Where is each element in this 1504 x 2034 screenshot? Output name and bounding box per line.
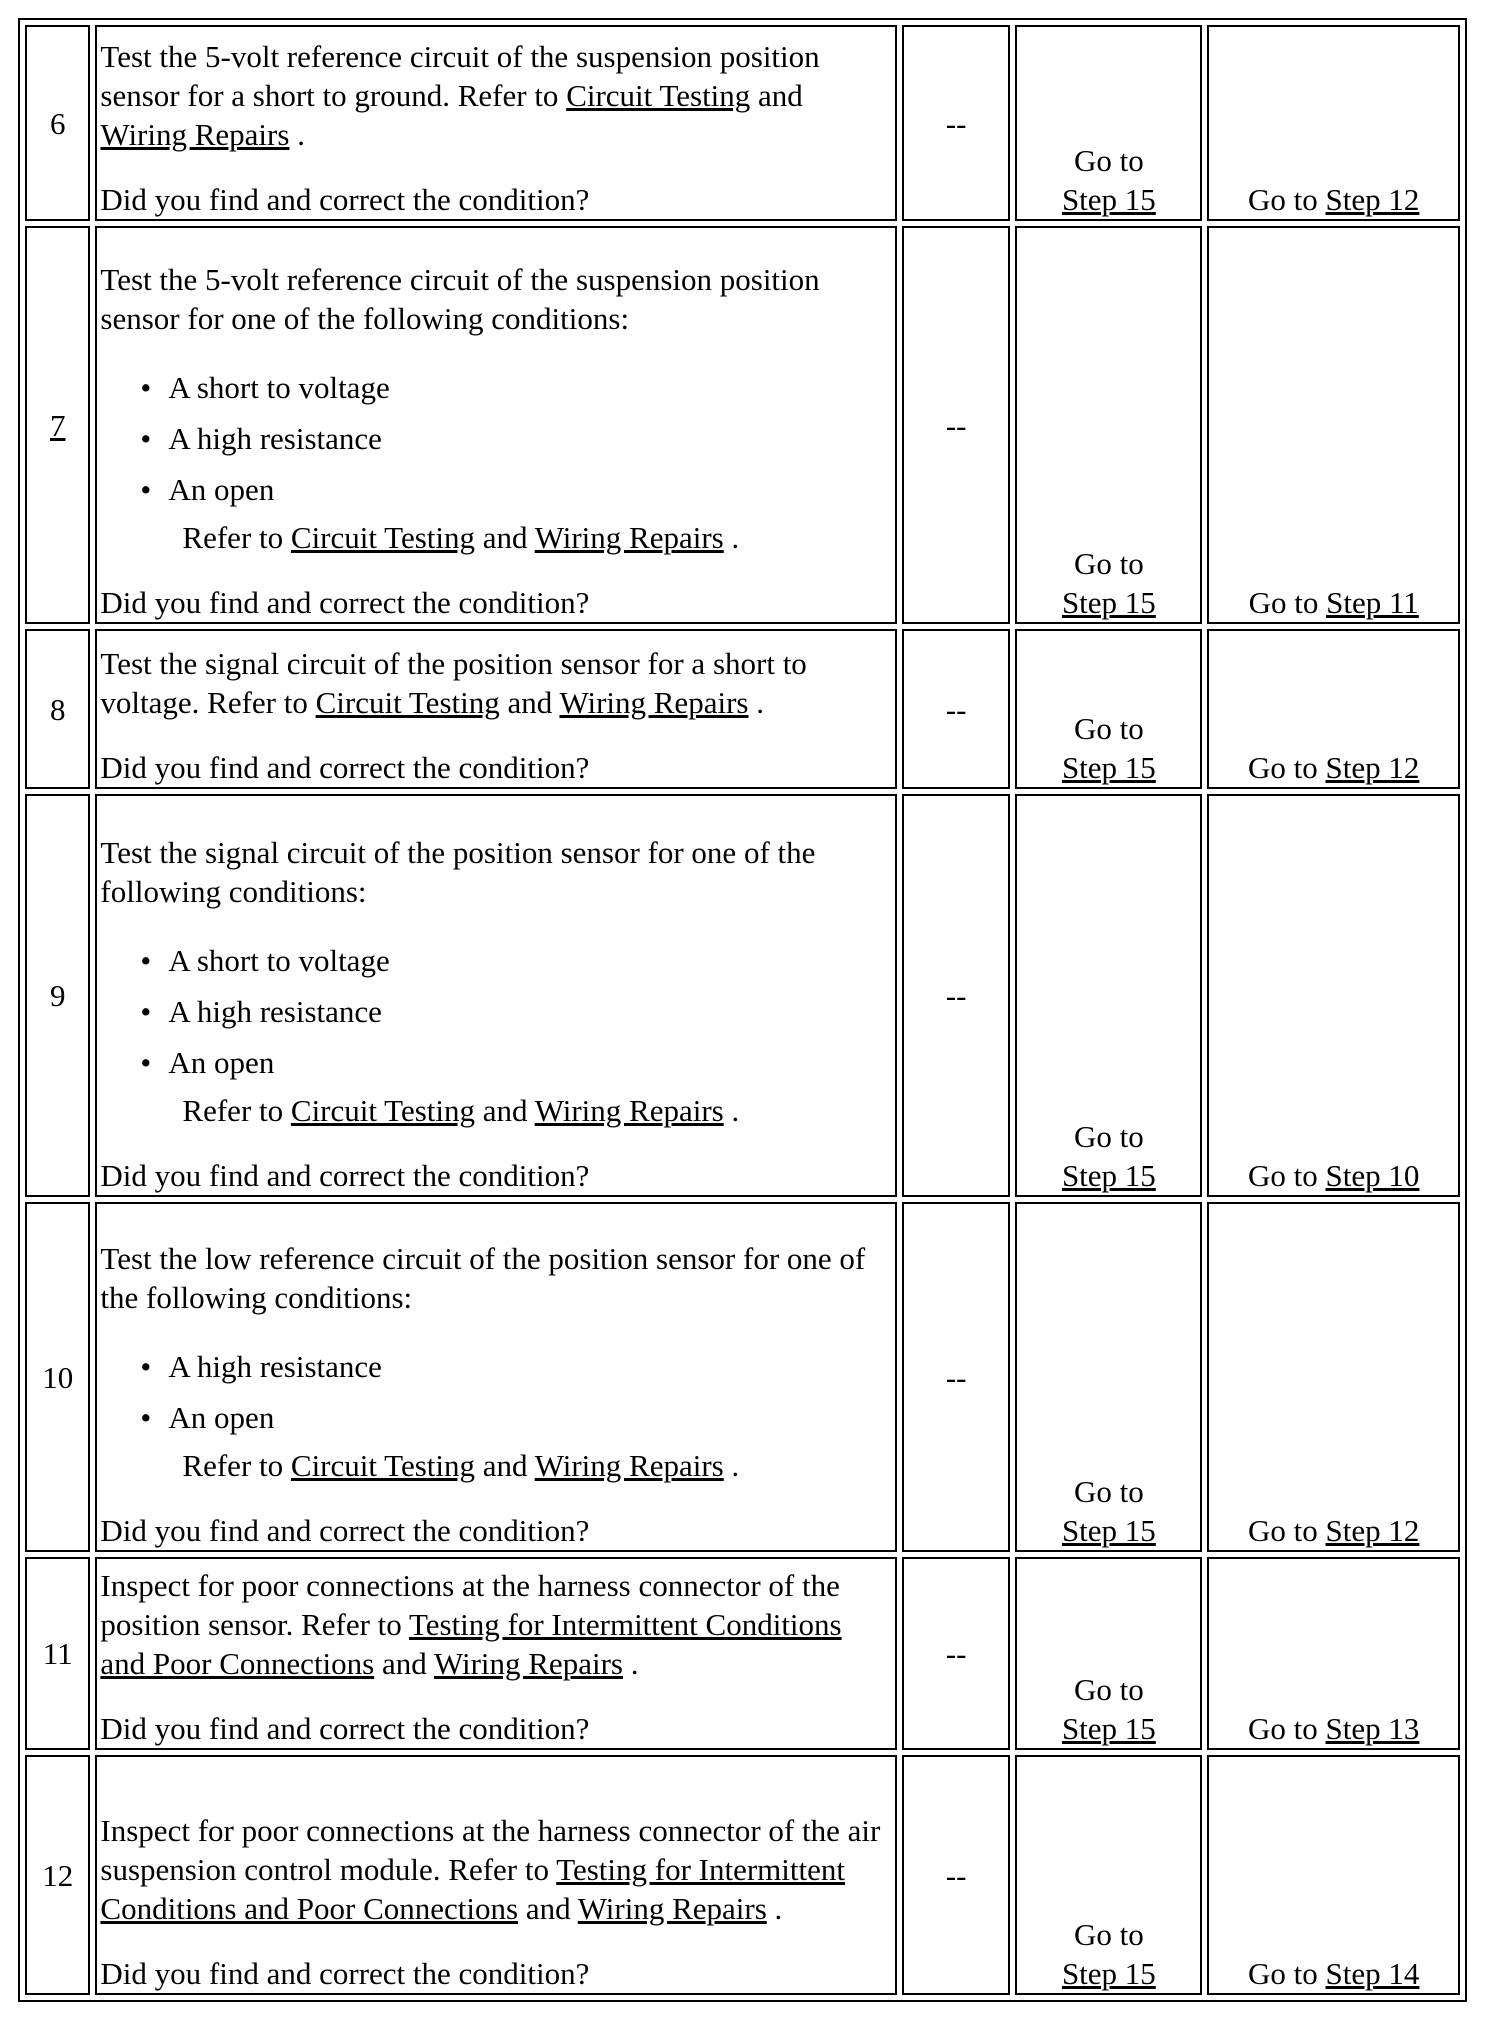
value-text: -- <box>945 691 967 727</box>
value-text: -- <box>945 1359 967 1395</box>
condition-item: • An open <box>168 1398 892 1437</box>
diagnostic-steps-table <box>18 18 1467 2002</box>
reference-link[interactable]: Wiring Repairs <box>577 1891 767 1926</box>
action-intro: Test the signal circuit of the position sensor for one of the following conditions: <box>100 835 816 909</box>
action-text: . <box>723 1448 740 1483</box>
step-number-cell <box>25 1202 90 1552</box>
action-cell <box>95 1557 897 1750</box>
action-text: and <box>475 1093 535 1128</box>
no-prefix: Go to <box>1248 750 1326 785</box>
value-cell <box>902 1557 1010 1750</box>
value-cell <box>902 25 1010 221</box>
step-number-cell <box>25 629 90 789</box>
yes-cell <box>1015 1557 1202 1750</box>
step-row <box>25 1202 1460 1552</box>
reference-link[interactable]: Wiring Repairs <box>100 117 290 152</box>
no-cell <box>1207 226 1460 624</box>
reference-link[interactable]: Wiring Repairs <box>433 1646 623 1681</box>
action-question: Did you find and correct the condition? <box>100 585 590 620</box>
value-text: -- <box>945 407 967 443</box>
action-text: and <box>374 1646 434 1681</box>
no-cell <box>1207 1202 1460 1552</box>
action-paragraph <box>100 37 892 154</box>
step-number: 6 <box>49 105 66 141</box>
action-paragraph <box>100 1811 892 1928</box>
no-prefix: Go to <box>1248 182 1326 217</box>
action-text: Inspect for poor connections at the harness connector of the position sensor. Refer to <box>100 1568 840 1642</box>
action-question: Did you find and correct the condition? <box>100 182 590 217</box>
value-text: -- <box>945 1636 967 1671</box>
action-text: and <box>518 1891 578 1926</box>
action-text: . <box>723 1093 740 1128</box>
step-row <box>25 226 1460 624</box>
action-text: Refer to <box>182 520 291 555</box>
action-cell <box>95 25 897 221</box>
reference-link[interactable]: Circuit Testing <box>290 520 475 555</box>
no-prefix: Go to <box>1248 1711 1326 1746</box>
value-cell <box>902 794 1010 1197</box>
action-question: Did you find and correct the condition? <box>100 1956 590 1991</box>
yes-prefix: Go to <box>1074 143 1144 178</box>
yes-step-link[interactable]: Step 15 <box>1061 1513 1156 1548</box>
step-row <box>25 1557 1460 1750</box>
step-number-cell <box>25 226 90 624</box>
yes-step-link[interactable]: Step 15 <box>1061 1711 1156 1746</box>
action-question: Did you find and correct the condition? <box>100 1513 590 1548</box>
action-intro: Test the 5-volt reference circuit of the suspension position sensor for one of the following conditions: <box>100 262 820 336</box>
yes-cell <box>1015 226 1202 624</box>
condition-item: • An open <box>168 470 892 509</box>
no-prefix: Go to <box>1248 585 1327 620</box>
action-text: and <box>475 1448 535 1483</box>
value-cell <box>902 1202 1010 1552</box>
condition-item: • A high resistance <box>168 419 892 458</box>
reference-link[interactable]: Testing for Intermittent Conditions and Poor Connections <box>100 1852 845 1926</box>
action-cell <box>95 1202 897 1552</box>
value-text: -- <box>945 978 967 1013</box>
yes-cell <box>1015 794 1202 1197</box>
yes-prefix: Go to <box>1074 711 1144 746</box>
refer-line <box>100 1446 892 1485</box>
action-intro: Test the low reference circuit of the position sensor for one of the following conditions: <box>100 1241 866 1315</box>
yes-step-link[interactable]: Step 15 <box>1061 1158 1156 1193</box>
yes-step-link[interactable]: Step 15 <box>1061 750 1156 785</box>
no-cell <box>1207 794 1460 1197</box>
step-number: 12 <box>42 1857 74 1893</box>
condition-item: • A high resistance <box>168 992 892 1031</box>
condition-item: • A high resistance <box>168 1347 892 1386</box>
yes-prefix: Go to <box>1074 1474 1144 1509</box>
yes-cell <box>1015 629 1202 789</box>
step-number-cell <box>25 1557 90 1750</box>
condition-item: • A short to voltage <box>168 941 892 980</box>
no-cell <box>1207 629 1460 789</box>
action-text: Inspect for poor connections at the harness connector of the air suspension control module. Refer to <box>100 1813 881 1887</box>
no-step-link[interactable]: Step 12 <box>1325 750 1420 785</box>
action-text: . <box>723 520 740 555</box>
step-number: 8 <box>49 691 66 727</box>
action-text: . <box>748 685 764 720</box>
no-cell <box>1207 25 1460 221</box>
no-step-link[interactable]: Step 10 <box>1325 1158 1420 1193</box>
no-step-link[interactable]: Step 11 <box>1326 585 1419 620</box>
step-number-cell <box>25 25 90 221</box>
yes-step-link[interactable]: Step 15 <box>1061 585 1156 620</box>
action-cell <box>95 1755 897 1995</box>
action-text: and <box>750 78 803 113</box>
no-prefix: Go to <box>1248 1956 1326 1991</box>
step-row <box>25 25 1460 221</box>
reference-link[interactable]: Wiring Repairs <box>534 520 724 555</box>
step-number-link[interactable]: 7 <box>49 407 66 443</box>
action-text: Test the 5-volt reference circuit of the suspension position sensor for a short to ground. Refer to <box>100 39 820 113</box>
no-step-link[interactable]: Step 14 <box>1325 1956 1420 1991</box>
action-text: Test the signal circuit of the position sensor for a short to voltage. Refer to <box>100 646 807 720</box>
no-cell <box>1207 1557 1460 1750</box>
yes-step-link[interactable]: Step 15 <box>1061 1956 1156 1991</box>
condition-item: • A short to voltage <box>168 368 892 407</box>
reference-link[interactable]: Testing for Intermittent Conditions and Poor Connections <box>100 1607 842 1681</box>
reference-link[interactable]: Wiring Repairs <box>559 685 749 720</box>
reference-link[interactable]: Wiring Repairs <box>534 1448 724 1483</box>
reference-link[interactable]: Circuit Testing <box>290 1093 475 1128</box>
action-question: Did you find and correct the condition? <box>100 1158 590 1193</box>
reference-link[interactable]: Circuit Testing <box>315 685 500 720</box>
condition-list <box>100 941 892 1082</box>
reference-link[interactable]: Circuit Testing <box>566 78 751 113</box>
value-cell <box>902 226 1010 624</box>
no-cell <box>1207 1755 1460 1995</box>
step-row <box>25 794 1460 1197</box>
yes-step-link[interactable]: Step 15 <box>1061 182 1156 217</box>
condition-list <box>100 368 892 509</box>
yes-cell <box>1015 1755 1202 1995</box>
yes-prefix: Go to <box>1074 546 1144 581</box>
step-number: 10 <box>42 1359 74 1395</box>
action-question: Did you find and correct the condition? <box>100 750 590 785</box>
no-prefix: Go to <box>1248 1158 1326 1193</box>
value-cell <box>902 629 1010 789</box>
action-question: Did you find and correct the condition? <box>100 1711 590 1746</box>
no-step-link[interactable]: Step 13 <box>1325 1711 1420 1746</box>
step-number: 9 <box>49 978 66 1013</box>
step-row <box>25 629 1460 789</box>
action-text: . <box>622 1646 639 1681</box>
action-text: Refer to <box>182 1448 291 1483</box>
step-number-cell <box>25 794 90 1197</box>
no-prefix: Go to <box>1248 1513 1326 1548</box>
value-text: -- <box>945 1857 967 1893</box>
value-text: -- <box>945 105 967 141</box>
action-text: and <box>499 685 560 720</box>
action-text: Refer to <box>182 1093 291 1128</box>
condition-item: • An open <box>168 1043 892 1082</box>
yes-prefix: Go to <box>1074 1672 1144 1707</box>
action-cell <box>95 629 897 789</box>
yes-cell <box>1015 25 1202 221</box>
no-step-link[interactable]: Step 12 <box>1325 1513 1420 1548</box>
action-text: . <box>289 117 305 152</box>
action-paragraph <box>100 1566 892 1683</box>
action-text: . <box>766 1891 783 1926</box>
refer-line <box>100 1091 892 1130</box>
step-row <box>25 1755 1460 1995</box>
refer-line <box>100 518 892 557</box>
action-cell <box>95 794 897 1197</box>
yes-cell <box>1015 1202 1202 1552</box>
action-paragraph <box>100 644 892 722</box>
reference-link[interactable]: Wiring Repairs <box>534 1093 724 1128</box>
no-step-link[interactable]: Step 12 <box>1325 182 1420 217</box>
condition-list <box>100 1347 892 1437</box>
step-number-cell <box>25 1755 90 1995</box>
value-cell <box>902 1755 1010 1995</box>
reference-link[interactable]: Circuit Testing <box>290 1448 475 1483</box>
step-number: 11 <box>42 1636 73 1671</box>
yes-prefix: Go to <box>1074 1119 1144 1154</box>
yes-prefix: Go to <box>1074 1917 1144 1952</box>
action-cell <box>95 226 897 624</box>
action-text: and <box>475 520 535 555</box>
steps-table-body <box>25 25 1460 1995</box>
